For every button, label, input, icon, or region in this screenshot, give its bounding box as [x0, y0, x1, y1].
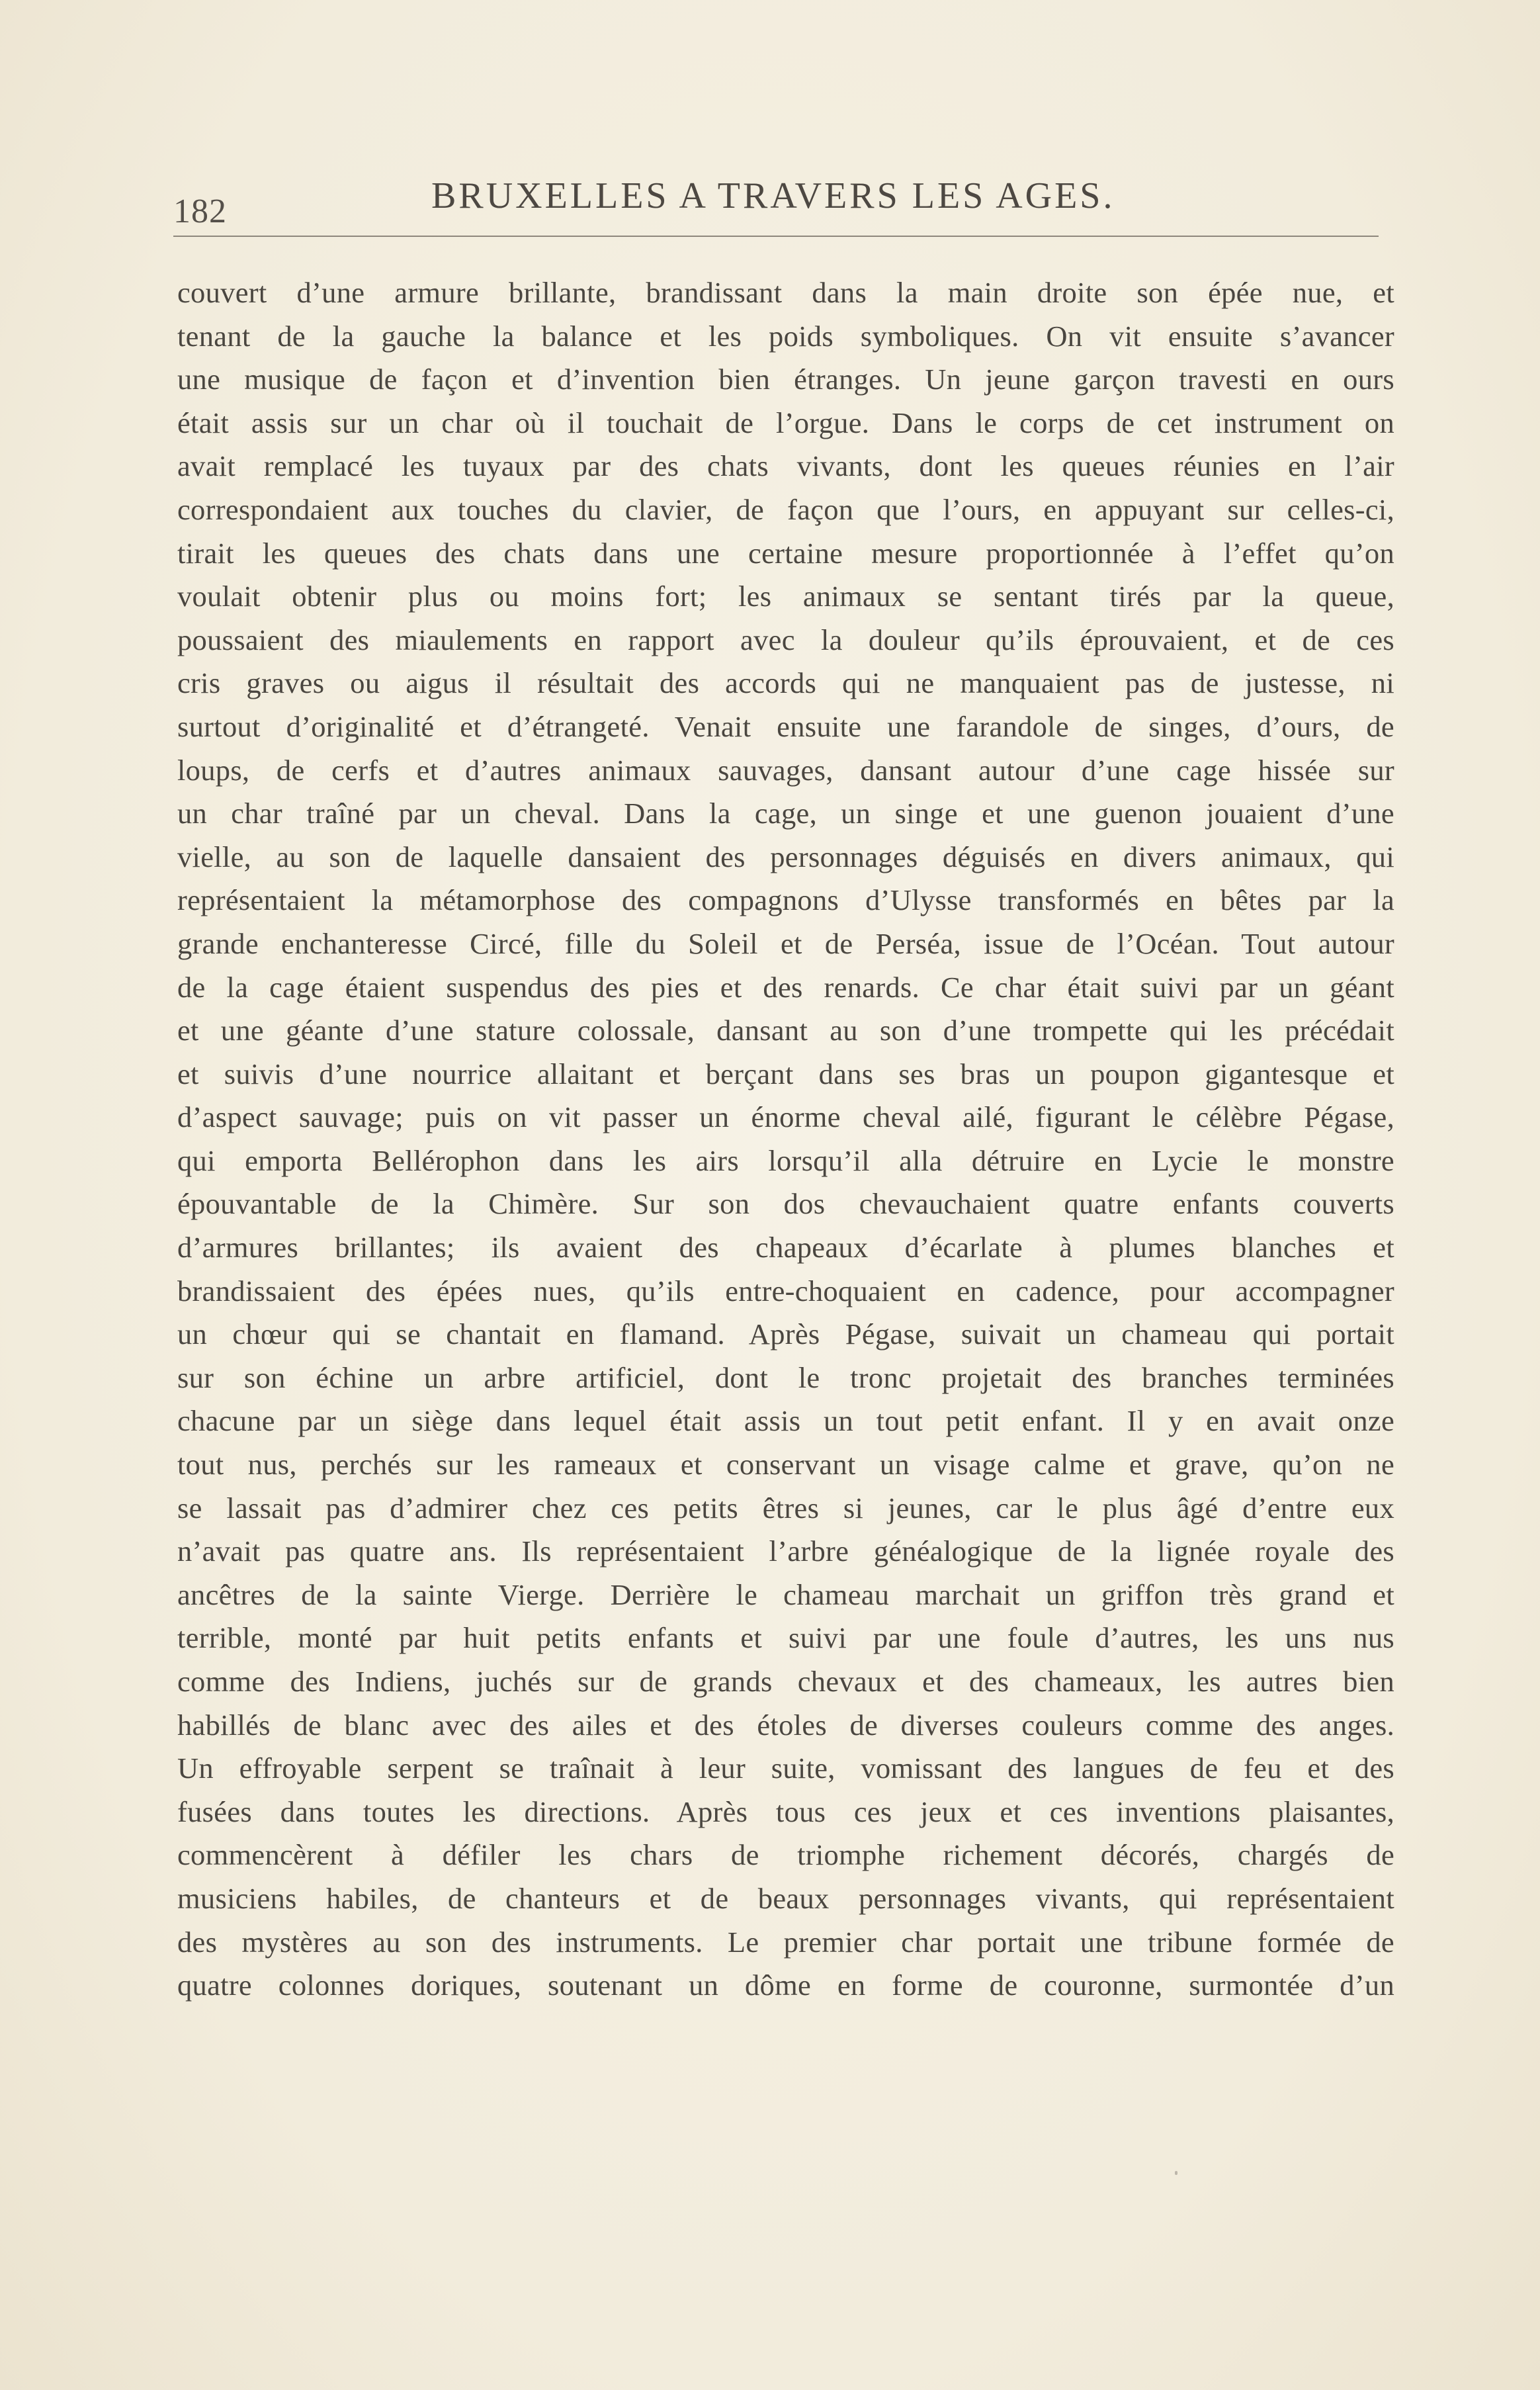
text-line: comme des Indiens, juchés sur de grands chevaux et des chameaux, les autres bien — [177, 1665, 1394, 1698]
text-line: d’armures brillantes; ils avaient des chapeaux d’écarlate à plumes blanches et — [177, 1231, 1394, 1264]
text-line: chacune par un siège dans lequel était assis un tout petit enfant. Il y en avait onze — [177, 1404, 1394, 1438]
text-line: et suivis d’une nourrice allaitant et berçant dans ses bras un poupon gigantesque et — [177, 1057, 1394, 1090]
running-title: BRUXELLES A TRAVERS LES AGES. — [431, 175, 1115, 216]
text-line: surtout d’originalité et d’étrangeté. Venait ensuite une farandole de singes, d’ours, de — [177, 709, 1394, 743]
text-line: vielle, au son de laquelle dansaient des personnages déguisés en divers animaux, qui — [177, 840, 1394, 873]
body-text — [177, 271, 1394, 2008]
text-line: d’aspect sauvage; puis on vit passer un énorme cheval ailé, figurant le célèbre Pégase, — [177, 1100, 1394, 1134]
text-line: correspondaient aux touches du clavier, de façon que l’ours, en appuyant sur celles-ci, — [177, 492, 1394, 526]
header-rule — [173, 236, 1379, 237]
text-line: un char traîné par un cheval. Dans la cage, un singe et une guenon jouaient d’une — [177, 797, 1394, 830]
text-line: cris graves ou aigus il résultait des accords qui ne manquaient pas de justesse, ni — [177, 666, 1394, 700]
text-line: grande enchanteresse Circé, fille du Soleil et de Perséa, issue de l’Océan. Tout autour — [177, 926, 1394, 960]
page-header — [173, 173, 1379, 230]
text-line: épouvantable de la Chimère. Sur son dos chevauchaient quatre enfants couverts — [177, 1187, 1394, 1221]
text-line: couvert d’une armure brillante, brandissant dans la main droite son épée nue, et — [177, 276, 1394, 309]
text-line: quatre colonnes doriques, soutenant un dôme en forme de couronne, surmontée d’un — [177, 1969, 1394, 2002]
text-line: tout nus, perchés sur les rameaux et conservant un visage calme et grave, qu’on ne — [177, 1448, 1394, 1482]
text-line: représentaient la métamorphose des compagnons d’Ulysse transformés en bêtes par la — [177, 883, 1394, 917]
text-line: un chœur qui se chantait en flamand. Après Pégase, suivait un chameau qui portait — [177, 1317, 1394, 1351]
text-line: ancêtres de la sainte Vierge. Derrière le chameau marchait un griffon très grand et — [177, 1577, 1394, 1611]
text-line: loups, de cerfs et d’autres animaux sauvages, dansant autour d’une cage hissée sur — [177, 753, 1394, 787]
text-line: tirait les queues des chats dans une certaine mesure proportionnée à l’effet qu’on — [177, 536, 1394, 570]
text-line: de la cage étaient suspendus des pies et des renards. Ce char était suivi par un géant — [177, 970, 1394, 1004]
text-line: était assis sur un char où il touchait de l’orgue. Dans le corps de cet instrument on — [177, 406, 1394, 439]
text-line: sur son échine un arbre artificiel, dont le tronc projetait des branches terminées — [177, 1360, 1394, 1394]
text-line: Un effroyable serpent se traînait à leur suite, vomissant des langues de feu et des — [177, 1751, 1394, 1785]
text-line: habillés de blanc avec des ailes et des étoles de diverses couleurs comme des anges. — [177, 1708, 1394, 1742]
page-number: 182 — [173, 193, 227, 230]
text-line: une musique de façon et d’invention bien étranges. Un jeune garçon travesti en ours — [177, 363, 1394, 396]
paper-speck — [1175, 2171, 1177, 2175]
text-line: se lassait pas d’admirer chez ces petits êtres si jeunes, car le plus âgé d’entre eux — [177, 1491, 1394, 1525]
text-line: brandissaient des épées nues, qu’ils entre-choquaient en cadence, pour accompagner — [177, 1274, 1394, 1307]
text-line: n’avait pas quatre ans. Ils représentaient l’arbre généalogique de la lignée royale des — [177, 1534, 1394, 1568]
text-line: tenant de la gauche la balance et les poids symboliques. On vit ensuite s’avancer — [177, 319, 1394, 353]
text-line: qui emporta Bellérophon dans les airs lorsqu’il alla détruire en Lycie le monstre — [177, 1143, 1394, 1177]
text-line: et une géante d’une stature colossale, dansant au son d’une trompette qui les précédait — [177, 1014, 1394, 1047]
text-line: fusées dans toutes les directions. Après tous ces jeux et ces inventions plaisantes, — [177, 1794, 1394, 1828]
text-line: avait remplacé les tuyaux par des chats vivants, dont les queues réunies en l’air — [177, 449, 1394, 483]
text-line: voulait obtenir plus ou moins fort; les animaux se sentant tirés par la queue, — [177, 580, 1394, 613]
text-line: des mystères au son des instruments. Le premier char portait une tribune formée de — [177, 1925, 1394, 1959]
text-line: commencèrent à défiler les chars de triomphe richement décorés, chargés de — [177, 1838, 1394, 1872]
text-line: musiciens habiles, de chanteurs et de beaux personnages vivants, qui représentaient — [177, 1881, 1394, 1915]
text-line: poussaient des miaulements en rapport avec la douleur qu’ils éprouvaient, et de ces — [177, 623, 1394, 656]
text-line: terrible, monté par huit petits enfants et suivi par une foule d’autres, les uns nus — [177, 1621, 1394, 1655]
